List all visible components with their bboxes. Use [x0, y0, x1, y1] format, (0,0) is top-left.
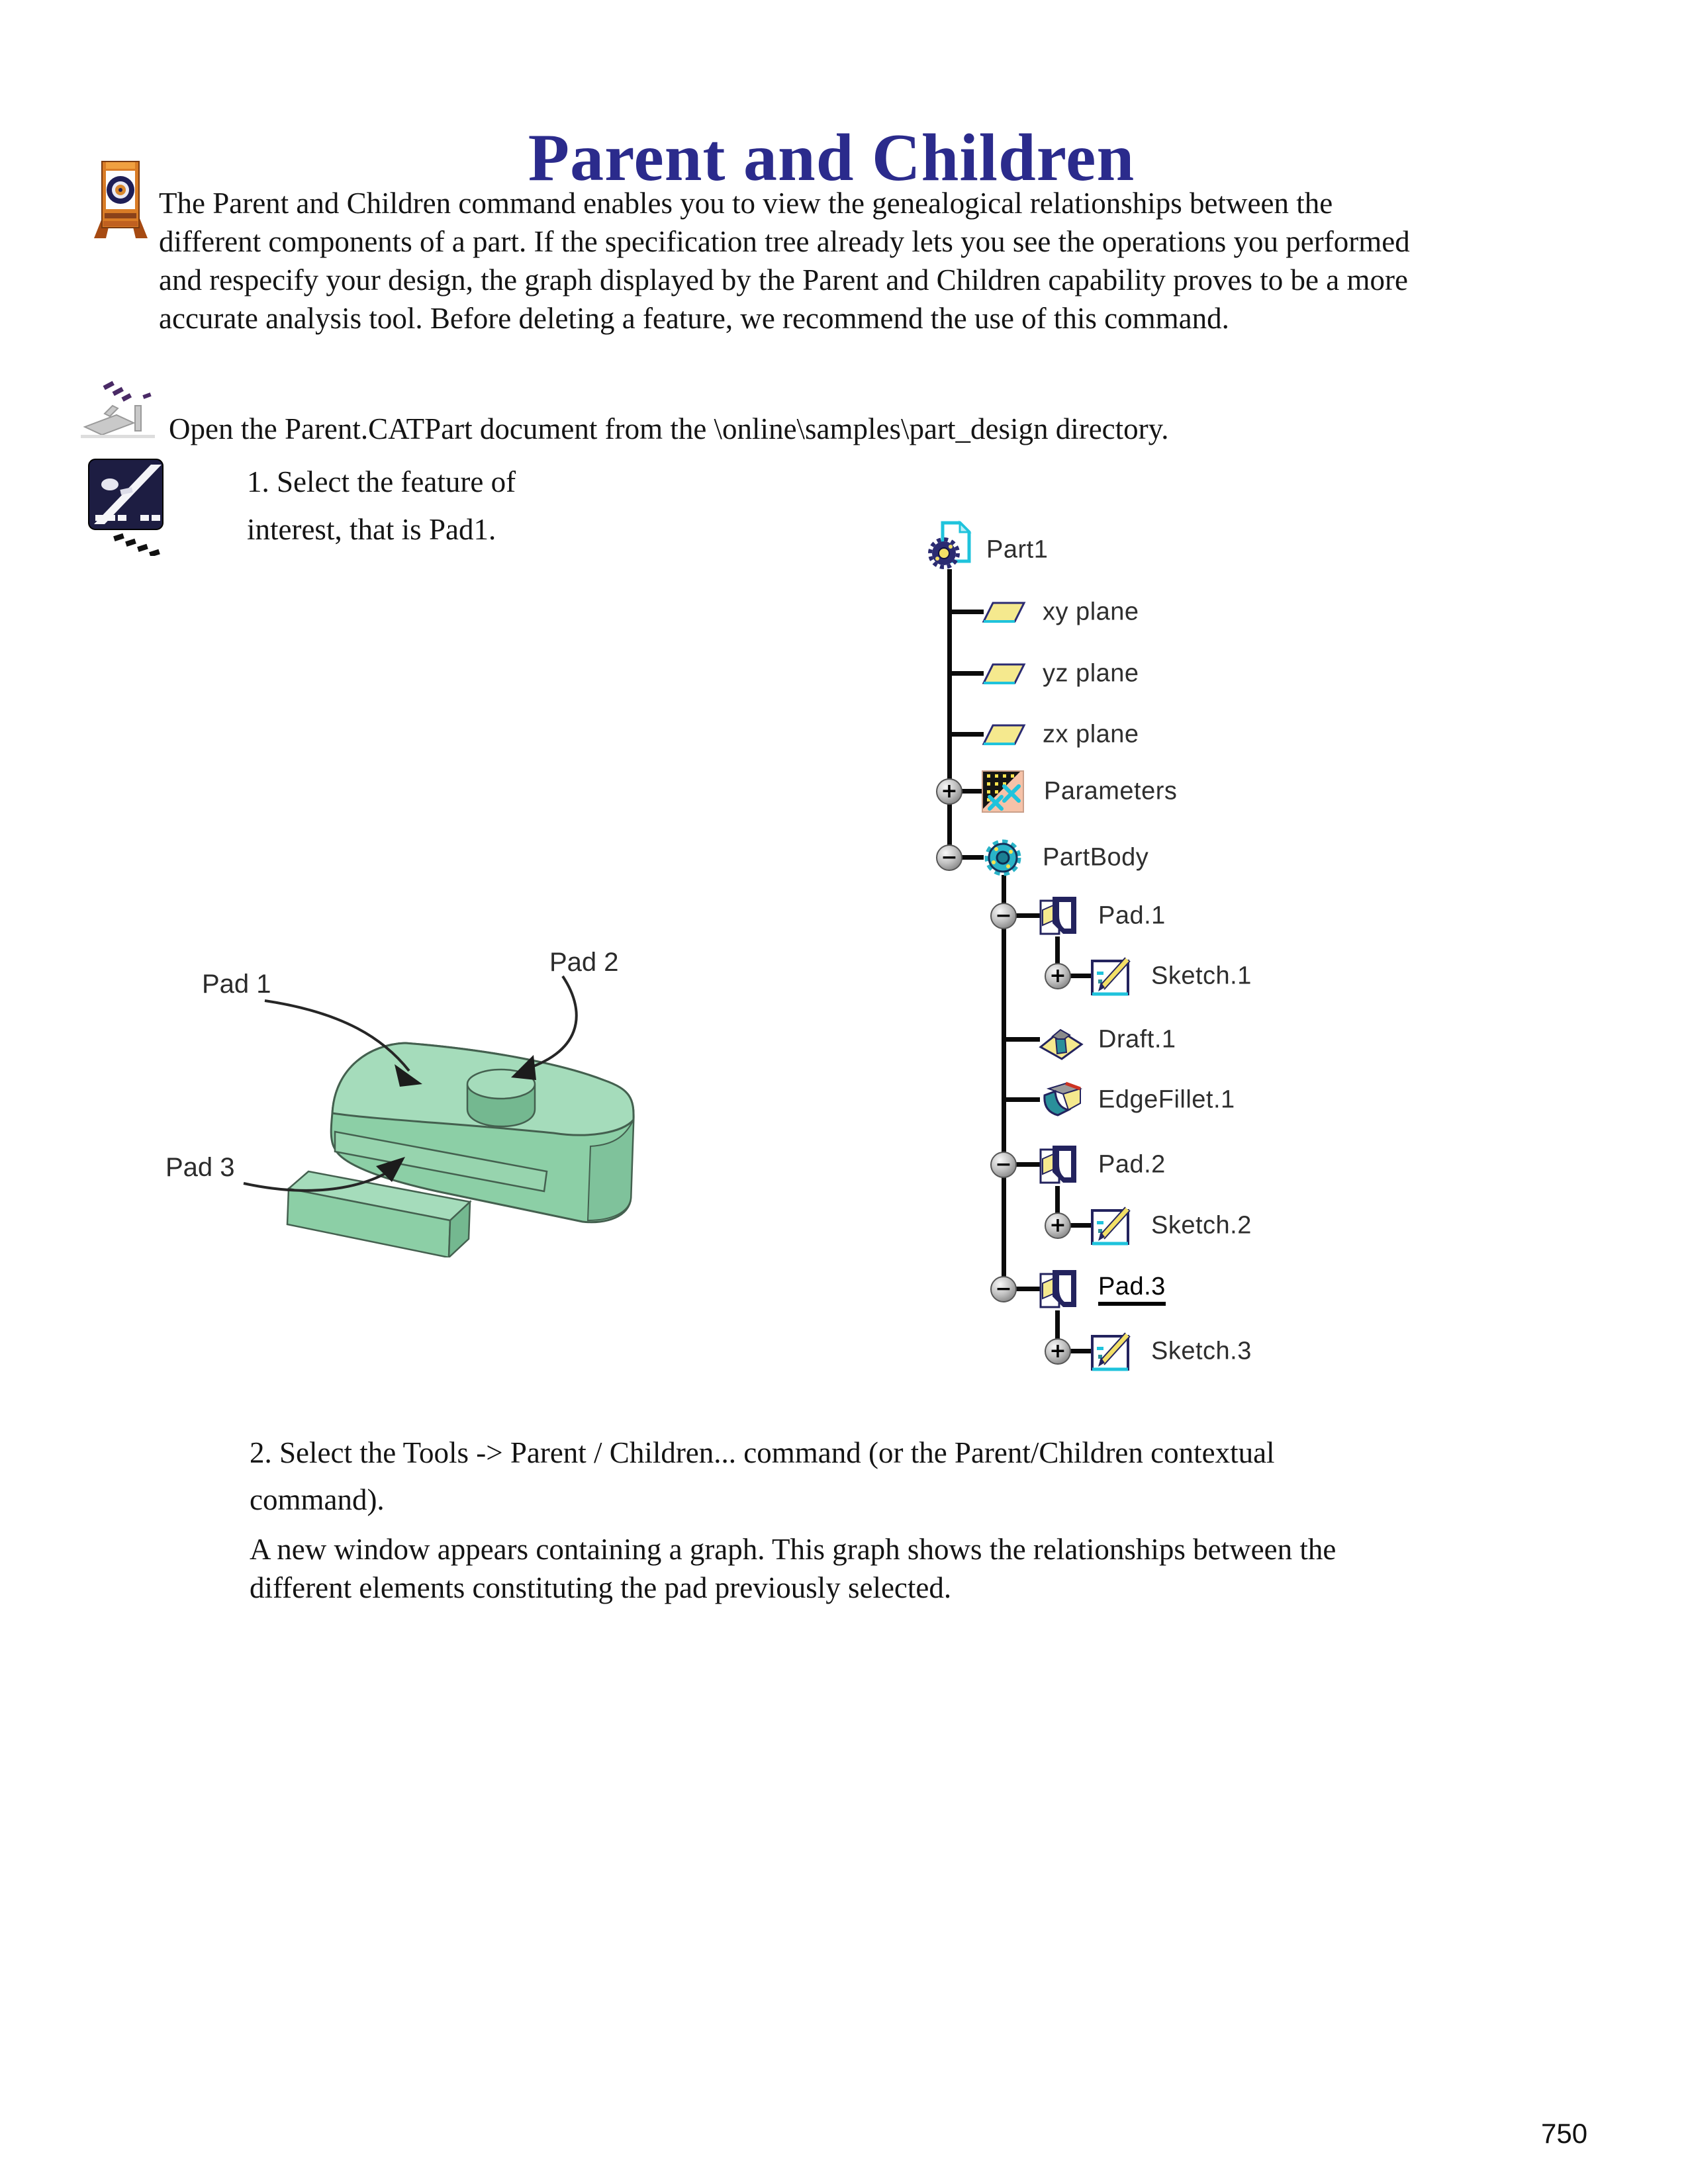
- tree-item-zx-plane: zx plane: [1043, 720, 1139, 749]
- result-line: A new window appears containing a graph. This graph shows the relationships between the: [250, 1533, 1336, 1566]
- pad-icon: [1038, 894, 1079, 941]
- intro-line: accurate analysis tool. Before deleting a feature, we recommend the use of this command.: [159, 302, 1229, 335]
- expander-plus-icon: +: [936, 778, 962, 805]
- pad1-label: Pad 1: [202, 970, 271, 999]
- pad3-label: Pad 3: [165, 1153, 235, 1182]
- expander-plus-icon: +: [1045, 963, 1071, 989]
- expander-minus-icon: −: [936, 844, 962, 871]
- expander-plus-icon: +: [1045, 1338, 1071, 1365]
- open-document-icon: [78, 374, 158, 443]
- result-text: [250, 1530, 1336, 1607]
- pad-figure: [159, 913, 688, 1257]
- intro-paragraph: [159, 184, 1575, 338]
- tree-item-pad1: Pad.1: [1098, 901, 1166, 930]
- expander-plus-icon: +: [1045, 1212, 1071, 1239]
- step1-line: interest, that is Pad1.: [247, 513, 496, 546]
- part-body-icon: [982, 839, 1028, 880]
- tree-branch: [1004, 1097, 1040, 1102]
- plane-icon: [982, 601, 1026, 627]
- step2-line: 2. Select the Tools -> Parent / Children... command (or the Parent/Children contextual: [250, 1436, 1275, 1469]
- plane-icon: [982, 662, 1026, 688]
- sketch-icon: [1090, 1204, 1135, 1251]
- parameters-icon: [982, 770, 1024, 816]
- expander-minus-icon: −: [990, 1152, 1017, 1178]
- intro-line: The Parent and Children command enables you to view the genealogical relationships between the: [159, 187, 1333, 220]
- pad2-label: Pad 2: [549, 948, 619, 977]
- intro-line: different components of a part. If the specification tree already lets you see the operations you performed: [159, 225, 1410, 258]
- step1-text: [247, 458, 516, 553]
- tree-branch: [1004, 1037, 1040, 1042]
- tree-branch: [949, 732, 984, 737]
- tree-item-sketch2: Sketch.2: [1151, 1211, 1252, 1240]
- expander-minus-icon: −: [990, 1276, 1017, 1302]
- tree-item-pad2: Pad.2: [1098, 1150, 1166, 1179]
- tree-branch: [949, 671, 984, 676]
- tree-item-sketch1: Sketch.1: [1151, 962, 1252, 990]
- tree-item-sketch3: Sketch.3: [1151, 1337, 1252, 1365]
- step1-line: 1. Select the feature of: [247, 465, 516, 498]
- page-title: Parent and Children: [528, 120, 1135, 196]
- pad-icon: [1038, 1267, 1079, 1314]
- expander-minus-icon: −: [990, 903, 1017, 929]
- tree-item-part1: Part1: [986, 535, 1049, 564]
- step2-text: [250, 1430, 1275, 1524]
- sketch-icon: [1090, 1330, 1135, 1377]
- tree-item-xy-plane: xy plane: [1043, 598, 1139, 626]
- tree-item-partbody: PartBody: [1043, 843, 1149, 872]
- tree-item-parameters: Parameters: [1044, 777, 1178, 805]
- draft-icon: [1038, 1019, 1084, 1064]
- result-line: different elements constituting the pad previously selected.: [250, 1571, 952, 1604]
- edge-fillet-icon: [1038, 1081, 1084, 1122]
- pad-icon: [1038, 1143, 1079, 1190]
- tree-branch: [949, 610, 984, 614]
- tree-item-edgefillet1: EdgeFillet.1: [1098, 1085, 1235, 1114]
- tree-item-pad3-selected: Pad.3: [1098, 1273, 1166, 1306]
- tree-item-draft1: Draft.1: [1098, 1025, 1176, 1054]
- tree-trunk: [1002, 875, 1006, 1289]
- step2-line: command).: [250, 1483, 385, 1516]
- sketch-icon: [1090, 954, 1135, 1001]
- target-icon: [86, 159, 156, 240]
- intro-line: and respecify your design, the graph displayed by the Parent and Children capability proves to be a more: [159, 263, 1408, 296]
- plane-icon: [982, 723, 1026, 749]
- specification-tree: [920, 510, 1344, 1403]
- page-number: 750: [1541, 2118, 1588, 2149]
- part-document-icon: [928, 519, 974, 575]
- open-instruction: Open the Parent.CATPart document from the \online\samples\part_design directory.: [169, 412, 1169, 445]
- scenario-icon: [86, 455, 172, 556]
- tree-item-yz-plane: yz plane: [1043, 659, 1139, 688]
